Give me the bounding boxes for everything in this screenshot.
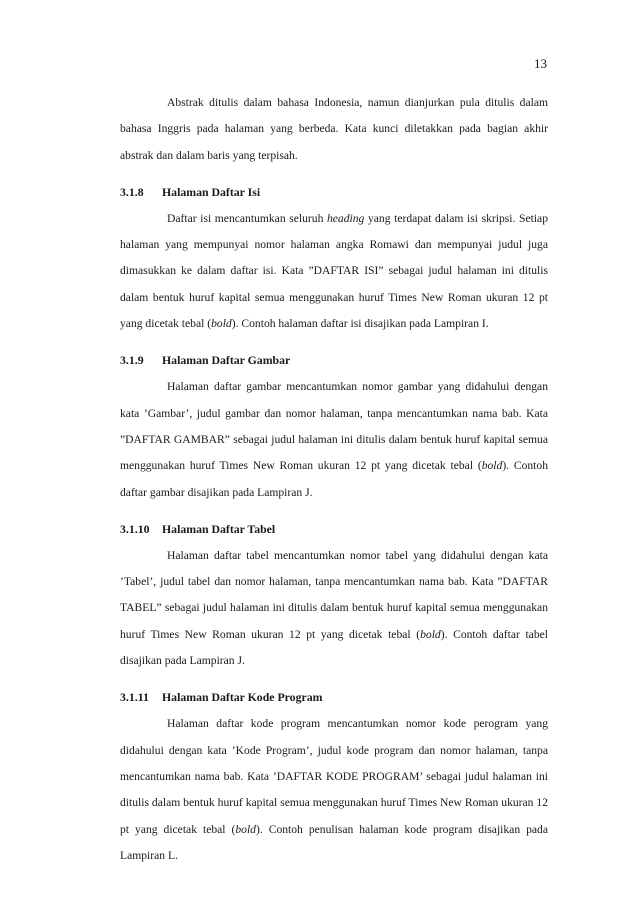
section-number: 3.1.9 bbox=[120, 353, 144, 368]
document-body bbox=[120, 90, 548, 869]
page-number: 13 bbox=[534, 56, 547, 71]
section-heading-daftar-gambar bbox=[120, 350, 548, 370]
section-paragraph-daftar-tabel: Halaman daftar tabel mencantumkan nomor tabel yang didahului dengan kata ’Tabel’, judul tabel dan nomor halaman, tanpa mencantumkan nama bab. Kata ”DAFTAR TABEL” sebagai judul halaman ini ditulis dalam bentuk huruf kapital semua menggunakan huruf Times New Roman ukuran 12 pt yang dicetak tebal (bold). Contoh daftar tabel disajikan pada Lampiran J. bbox=[120, 548, 548, 668]
section-number: 3.1.8 bbox=[120, 184, 144, 199]
section-heading-daftar-isi bbox=[120, 182, 548, 202]
section-title: Halaman Daftar Isi bbox=[162, 184, 261, 199]
section-title: Halaman Daftar Kode Program bbox=[162, 690, 323, 705]
section-paragraph-daftar-isi: Daftar isi mencantumkan seluruh heading yang terdapat dalam isi skripsi. Setiap halaman yang mempunyai nomor halaman angka Romawi dan mempunyai judul juga dimasukkan ke dalam daftar isi. Kata ”DAFTAR ISI” sebagai judul halaman ini ditulis dalam bentuk huruf kapital semua menggunakan huruf Times New Roman ukuran 12 pt yang dicetak tebal (bold). Contoh halaman daftar isi disajikan pada Lampiran I. bbox=[120, 211, 548, 331]
intro-paragraph: Abstrak ditulis dalam bahasa Indonesia, namun dianjurkan pula ditulis dalam bahasa Inggris pada halaman yang berbeda. Kata kunci diletakkan pada bagian akhir abstrak dan dalam baris yang terpisah. bbox=[120, 96, 548, 162]
section-heading-daftar-kode-program bbox=[120, 687, 548, 707]
section-title: Halaman Daftar Gambar bbox=[162, 353, 291, 368]
section-number: 3.1.11 bbox=[120, 690, 149, 705]
section-title: Halaman Daftar Tabel bbox=[162, 521, 276, 536]
section-paragraph-daftar-kode-program: Halaman daftar kode program mencantumkan nomor kode perogram yang didahului dengan kata ’Kode Program’, judul kode program dan nomor halaman, tanpa mencantumkan nama bab. Kata ’DAFTAR KODE PROGRAM’ sebagai judul halaman ini ditulis dalam bentuk huruf kapital semua menggunakan huruf Times New Roman ukuran 12 pt yang dicetak tebal (bold). Contoh penulisan halaman kode program disajikan pada Lampiran L. bbox=[120, 717, 548, 862]
section-number: 3.1.10 bbox=[120, 521, 150, 536]
section-heading-daftar-tabel bbox=[120, 519, 548, 539]
section-paragraph-daftar-gambar: Halaman daftar gambar mencantumkan nomor gambar yang didahului dengan kata ’Gambar’, judul gambar dan nomor halaman, tanpa mencantumkan nama bab. Kata ”DAFTAR GAMBAR” sebagai judul halaman ini ditulis dalam bentuk huruf kapital semua menggunakan huruf Times New Roman ukuran 12 pt yang dicetak tebal (bold). Contoh daftar gambar disajikan pada Lampiran J. bbox=[120, 380, 548, 499]
